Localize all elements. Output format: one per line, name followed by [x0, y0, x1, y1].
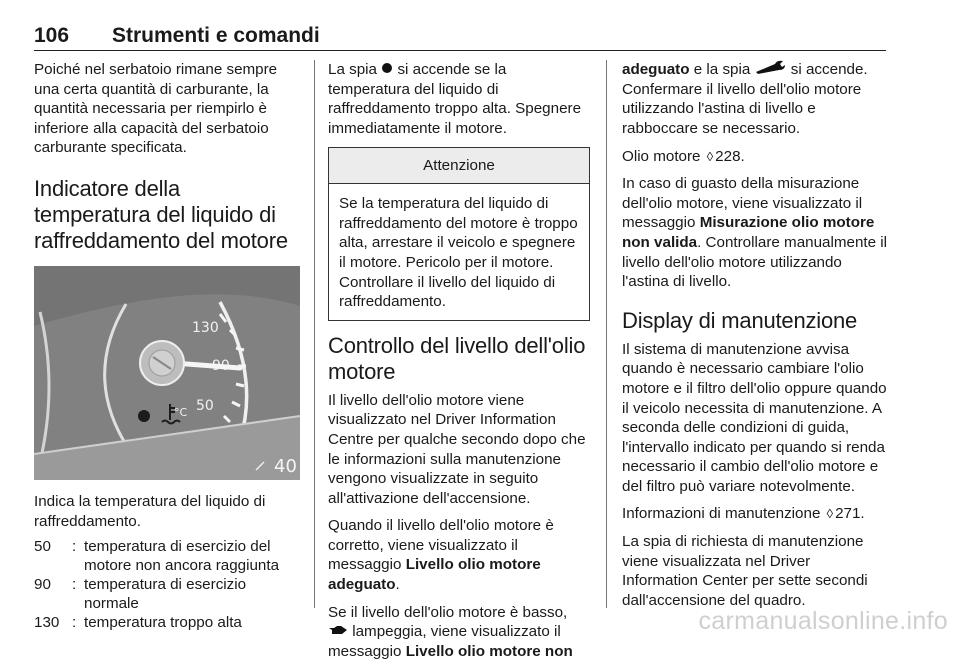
column-divider	[606, 60, 607, 608]
legend-description: temperatura troppo alta	[84, 614, 242, 632]
message-oil-level-ok: Livello olio motore adeguato	[328, 556, 541, 594]
service-reference-paragraph	[622, 504, 888, 524]
legend-key: 50	[34, 538, 51, 556]
text-segment: Se il livello dell'olio motore è basso,	[328, 603, 568, 621]
attention-title: Attenzione	[329, 148, 589, 185]
legend-separator: :	[72, 576, 77, 594]
warning-light-dot-icon	[381, 60, 393, 80]
message-oil-level-not-ok: Livello olio motore non	[405, 643, 573, 661]
text-segment: La spia	[328, 61, 377, 78]
text-segment: lampeggia, viene visualizzato il messaggio	[328, 623, 561, 661]
text-segment: . Controllare manualmente il livello dell'olio motore utilizzando l'astina di livello.	[622, 233, 888, 291]
oil-measurement-fault-paragraph	[622, 174, 888, 292]
text-segment: In caso di guasto della misurazione dell'olio motore, viene visualizzato il messaggio	[622, 175, 863, 232]
text-segment: .	[395, 576, 400, 594]
legend-separator: :	[72, 614, 77, 632]
text-segment: si accende se la temperatura del liquido di raffreddamento troppo alta. Spegnere immediatamente il motore.	[328, 61, 582, 137]
message-oil-level-not-ok-cont: adeguato	[622, 61, 690, 78]
page-reference-icon: ◊	[706, 148, 714, 164]
coolant-gauge-image	[34, 266, 300, 480]
service-paragraph-2: La spia di richiesta di manutenzione viene visualizzata nel Driver Information Center per sette secondi dall'accensione del quadro.	[622, 533, 868, 609]
watermark-text: carmanualsonline.info	[698, 607, 948, 635]
column-2	[328, 60, 590, 670]
service-paragraph-1: Il sistema di manutenzione avvisa quando è necessario cambiare l'olio motore e il filtro dell'olio oppure quando il veicolo necessita di manutenzione. A seconda delle condizioni di guida, l'intervallo indicato per quando si renda necessario il cambio dell'olio motore e del filtro può variare notevolmente.	[622, 340, 887, 495]
page-reference-link[interactable]: 228.	[715, 147, 745, 165]
legend-key: 130	[34, 614, 60, 632]
oil-level-heading: Controllo del livello dell'olio motore	[328, 332, 586, 384]
text-segment: Quando il livello dell'olio motore è corretto, viene visualizzato il messaggio	[328, 517, 554, 574]
column-divider	[314, 60, 315, 608]
legend-row	[34, 613, 300, 632]
page-reference-icon: ◊	[826, 506, 834, 522]
text-segment: si accende. Confermare il livello dell'olio motore utilizzando l'astina di livello e rabboccare se necessario.	[622, 61, 868, 137]
attention-text: Se la temperatura del liquido di raffreddamento del motore è troppo alta, arrestare il veicolo e spegnere il motore. Pericolo per il motore. Controllare il livello del liquido di raffreddamento.	[339, 195, 578, 311]
page-header	[34, 14, 886, 51]
coolant-warning-dot-icon	[138, 410, 150, 422]
gauge-speed-label: 40	[274, 455, 297, 477]
gauge-label-130: 130	[192, 319, 219, 336]
legend-row	[34, 575, 300, 613]
oil-level-paragraph-3	[328, 603, 590, 662]
coolant-temp-heading: Indicatore della temperatura del liquido di raffreddamento del motore	[34, 175, 288, 253]
legend-description: temperatura di esercizio normale	[84, 576, 247, 613]
text-segment: e la spia	[693, 61, 751, 78]
column-1	[34, 60, 300, 632]
wrench-service-icon	[755, 60, 787, 80]
page-number: 106	[34, 24, 70, 47]
column-3	[622, 60, 888, 618]
legend-key: 90	[34, 576, 51, 594]
temperature-legend-table	[34, 537, 300, 632]
oil-warning-paragraph	[622, 60, 888, 139]
fuel-intro-paragraph: Poiché nel serbatoio rimane sempre una certa quantità di carburante, la quantità necessaria per riempirlo è inferiore alla capacità del serbatoio carburante specificata.	[34, 61, 278, 157]
text-segment: Informazioni di manutenzione	[622, 505, 821, 523]
service-display-heading: Display di manutenzione	[622, 307, 858, 333]
oil-reference-paragraph	[622, 147, 888, 167]
gauge-caption: Indica la temperatura del liquido di raffreddamento.	[34, 492, 266, 530]
legend-row	[34, 537, 300, 575]
oil-level-paragraph-1: Il livello dell'olio motore viene visualizzato nel Driver Information Centre per qualche secondo dopo che le informazioni sulla manutenzione vengono visualizzate in seguito all'attivazione dell'accensione.	[328, 391, 586, 507]
gauge-unit-celsius: °C	[174, 405, 188, 419]
gauge-label-50: 50	[196, 397, 214, 414]
chapter-title: Strumenti e comandi	[112, 24, 320, 47]
attention-box	[328, 147, 590, 321]
oil-level-paragraph-2	[328, 516, 590, 594]
legend-separator: :	[72, 538, 77, 556]
legend-description: temperatura di esercizio del motore non ancora raggiunta	[84, 538, 280, 575]
page-reference-link[interactable]: 271.	[835, 505, 865, 523]
coolant-warning-paragraph	[328, 60, 590, 139]
message-oil-measurement-invalid: Misurazione olio motore non valida	[622, 214, 875, 251]
text-segment: Olio motore	[622, 147, 701, 165]
oil-can-icon	[328, 622, 348, 642]
